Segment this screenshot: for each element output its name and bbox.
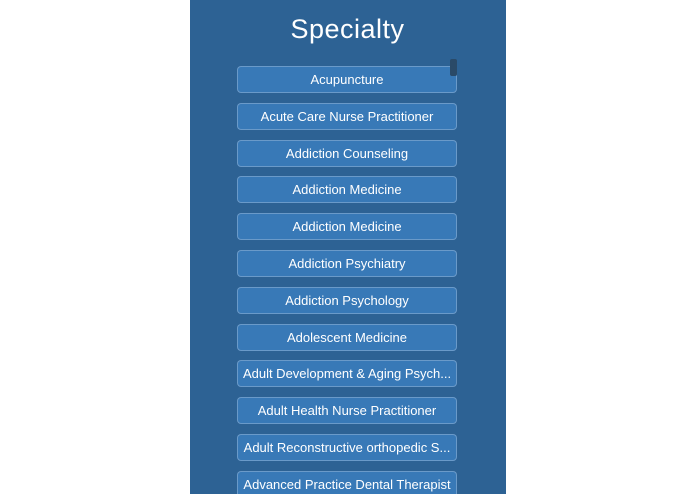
specialty-button[interactable]: Adult Development & Aging Psych... <box>237 360 457 387</box>
specialty-button[interactable]: Addiction Medicine <box>237 176 457 203</box>
specialty-button[interactable]: Addiction Medicine <box>237 213 457 240</box>
specialty-button[interactable]: Acupuncture <box>237 66 457 93</box>
specialty-button[interactable]: Addiction Psychiatry <box>237 250 457 277</box>
scrollbar-thumb[interactable] <box>450 59 457 76</box>
specialty-button[interactable]: Advanced Practice Dental Therapist <box>237 471 457 494</box>
specialty-button[interactable]: Addiction Psychology <box>237 287 457 314</box>
specialty-button[interactable]: Adult Health Nurse Practitioner <box>237 397 457 424</box>
specialty-button[interactable]: Adult Reconstructive orthopedic S... <box>237 434 457 461</box>
specialty-list <box>237 59 458 494</box>
specialty-button[interactable]: Adolescent Medicine <box>237 324 457 351</box>
specialty-panel <box>190 0 506 494</box>
specialty-button[interactable]: Acute Care Nurse Practitioner <box>237 103 457 130</box>
panel-title: Specialty <box>290 14 405 44</box>
specialty-button[interactable]: Addiction Counseling <box>237 140 457 167</box>
